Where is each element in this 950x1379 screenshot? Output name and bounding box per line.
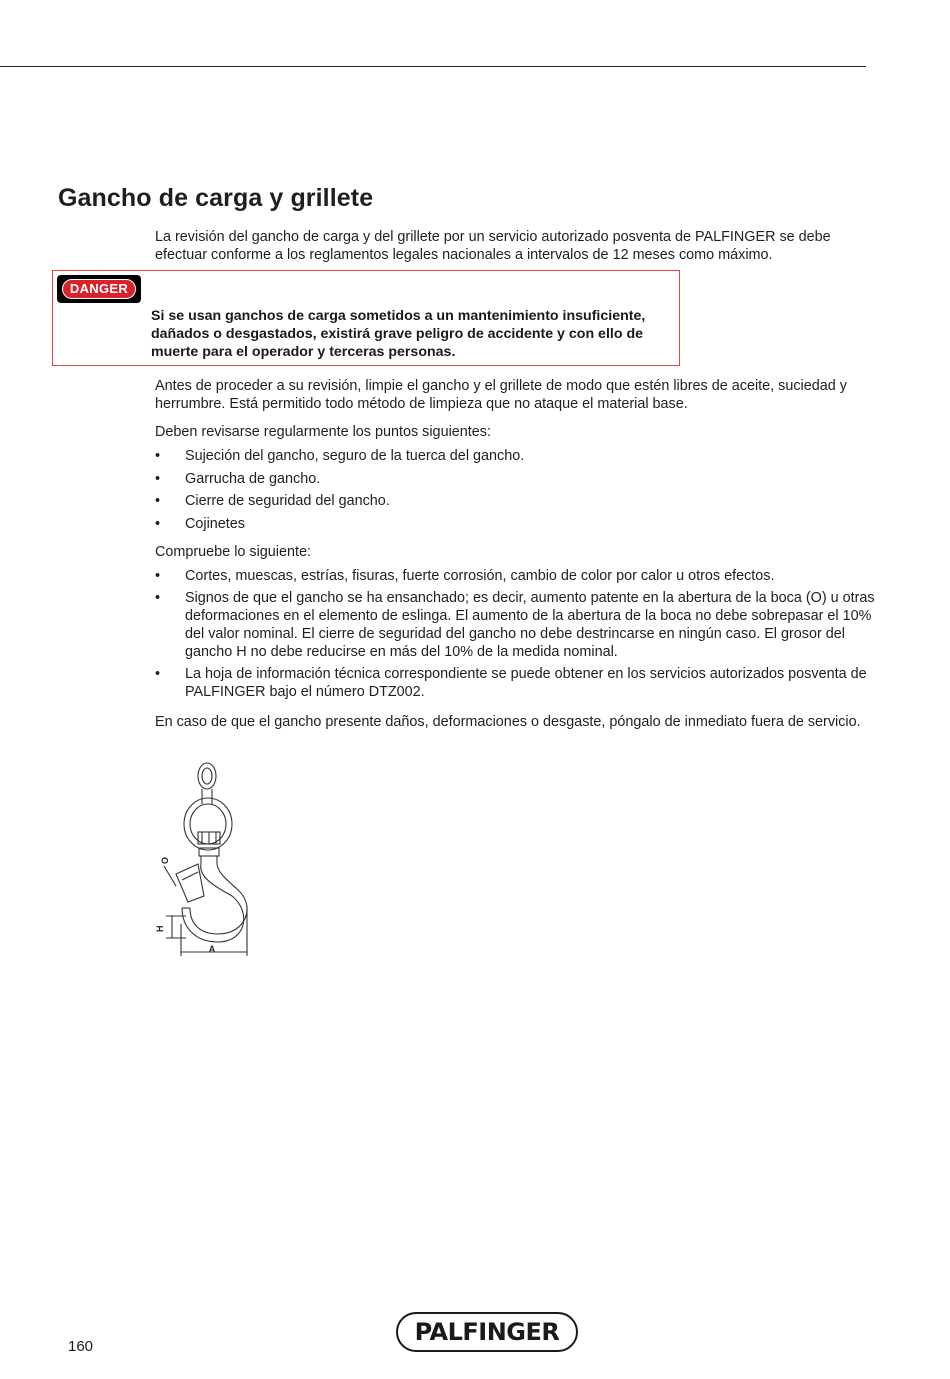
bullet-icon: •	[155, 568, 161, 584]
list-item: • Cierre de seguridad del gancho.	[155, 493, 390, 510]
danger-notice	[52, 270, 680, 366]
intro-paragraph: La revisión del gancho de carga y del grillete por un servicio autorizado posventa de PALFINGER se debe efectuar conforme a los reglamentos legales nacionales a intervalos de 12 meses como máximo.	[155, 229, 831, 263]
dimension-o-label: O	[160, 856, 170, 864]
list-item: • Cortes, muescas, estrías, fisuras, fuerte corrosión, cambio de color por calor u otros efectos.	[155, 568, 775, 584]
page-title: Gancho de carga y grillete	[58, 184, 374, 212]
bullet-icon: •	[155, 590, 161, 606]
dimension-a-label: A	[208, 944, 216, 954]
bullet-icon: •	[155, 666, 161, 682]
bullet-icon: •	[155, 493, 161, 510]
palfinger-logo: PALFINGER	[396, 1312, 578, 1352]
check-intro: Deben revisarse regularmente los puntos siguientes:	[155, 424, 491, 440]
header-rule	[0, 66, 866, 67]
list-item: • Signos de que el gancho se ha ensanchado; es decir, aumento patente en la abertura de la boca (O) u otras deformaciones en el elemento de eslinga. El aumento de la abertura de la boca no debe sobrepasar el 10% del valor nominal. El cierre de seguridad del gancho no debe destrincarse en ningún caso. El grosor del gancho H no debe reducirse en más del 10% de la medida nominal.	[155, 590, 875, 660]
cleaning-paragraph: Antes de proceder a su revisión, limpie el gancho y el grillete de modo que estén libres de aceite, suciedad y herrumbre. Está permitido todo método de limpieza que no ataque el material base.	[155, 378, 847, 412]
danger-badge-label: DANGER	[62, 279, 136, 299]
list-item: • Cojinetes	[155, 516, 245, 533]
bullet-icon: •	[155, 470, 161, 487]
check-list	[155, 447, 875, 538]
page-number: 160	[68, 1338, 94, 1355]
list-item: • Garrucha de gancho.	[155, 470, 321, 487]
verify-list	[155, 567, 875, 705]
danger-badge	[57, 275, 141, 303]
list-item: • La hoja de información técnica correspondiente se puede obtener en los servicios autorizados posventa de PALFINGER bajo el número DTZ002.	[155, 666, 867, 700]
danger-text: Si se usan ganchos de carga sometidos a un mantenimiento insuficiente, dañados o desgastados, existirá grave peligro de accidente y con ello de muerte para el operador y terceras personas.	[151, 308, 646, 360]
bullet-icon: •	[155, 516, 161, 533]
verify-intro: Compruebe lo siguiente:	[155, 544, 311, 560]
hook-diagram	[152, 756, 252, 958]
dimension-h-label: H	[155, 925, 165, 932]
final-paragraph: En caso de que el gancho presente daños, deformaciones o desgaste, póngalo de inmediato fuera de servicio.	[155, 714, 861, 730]
list-item: • Sujeción del gancho, seguro de la tuerca del gancho.	[155, 448, 525, 464]
bullet-icon: •	[155, 448, 161, 464]
